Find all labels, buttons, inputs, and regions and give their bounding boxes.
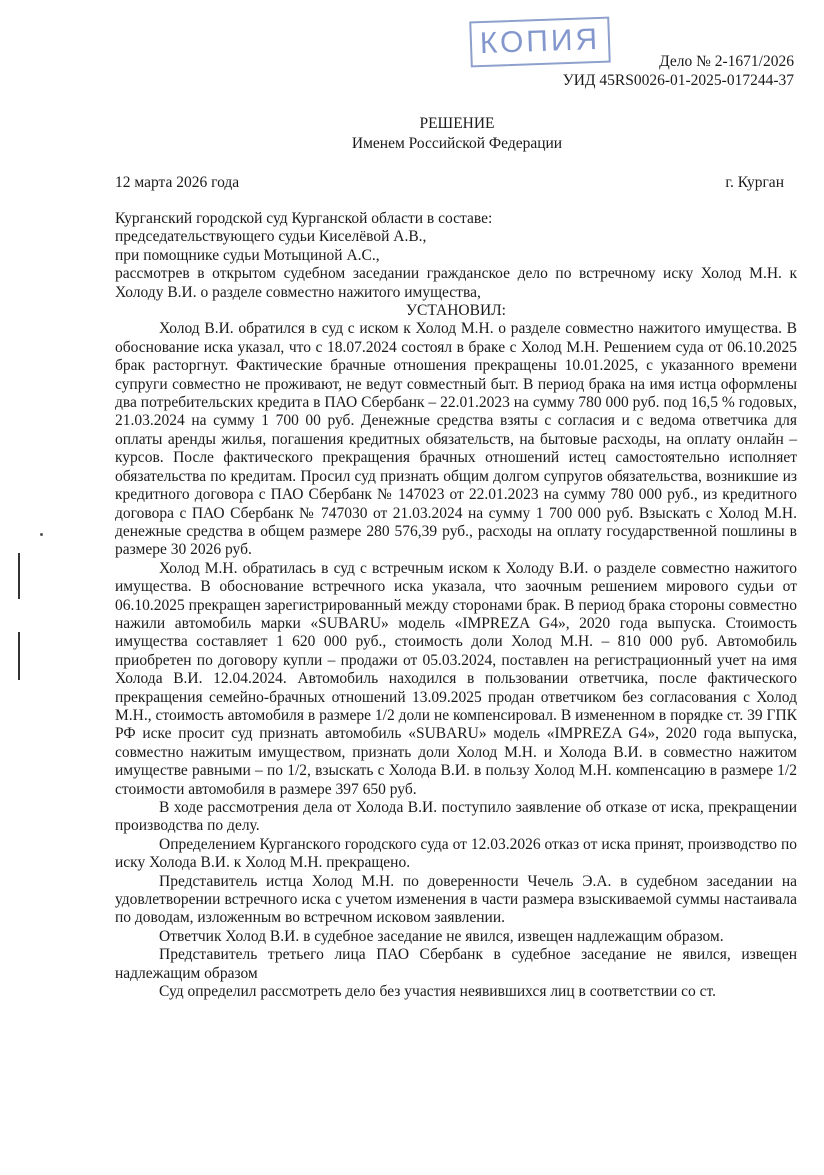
intro-line: рассмотрев в открытом судебном заседании гражданское дело по встречному иску Холод М.Н. к Холоду В.И. о разделе совместно нажитого имущества, (115, 265, 797, 301)
case-info (563, 52, 794, 90)
document-heading (0, 114, 824, 154)
scan-mark (18, 632, 20, 680)
paragraph: Холод М.Н. обратилась в суд с встречным иском к Холоду В.И. о разделе совместно нажитого имущества. В обоснование встречного иска указала, что заочным решением мирового судьи от 06.10.2025 прекращен зарегистрированный между сторонами брак. В период брака стороны совместно нажили автомобиль марки «SUBARU» модель «IMPREZA G4», 2020 года выпуска. Стоимость имущества составляет 1 620 000 руб., стоимость доли Холод М.Н. – 810 000 руб. Автомобиль приобретен по договору купли – продажи от 05.03.2024, поставлен на регистрационный учет на имя Холода В.И. 12.04.2024. Автомобиль находился в пользовании ответчика, после фактического прекращения семейно-брачных отношений 13.09.2025 продан ответчиком без согласования с Холод М.Н., стоимость автомобиля в размере 1/2 доли не компенсировал. В измененном в порядке ст. 39 ГПК РФ иске просит суд признать автомобиль «SUBARU» модель «IMPREZA G4», 2020 года выпуска, совместно нажитым имуществом, признать доли Холод М.Н. и Холода В.И. в совместно нажитом имуществе равными – по 1/2, взыскать с Холода В.И. в пользу Холод М.Н. компенсацию в размере 1/2 стоимости автомобиля в размере 397 650 руб. (115, 559, 797, 798)
scan-speck (40, 533, 43, 536)
scan-mark (18, 553, 20, 599)
document-body (115, 210, 797, 1001)
paragraph: Определением Курганского городского суда от 12.03.2026 отказ от иска принят, производство по иску Холода В.И. к Холод М.Н. прекращено. (115, 835, 797, 872)
intro-block (115, 210, 797, 302)
paragraph: Суд определил рассмотреть дело без участия неявившихся лиц в соответствии со ст. (159, 983, 717, 1001)
decision-city: г. Курган (725, 174, 784, 191)
case-number: Дело № 2-1671/2026 (659, 53, 794, 70)
paragraph: Ответчик Холод В.И. в судебное заседание не явился, извещен надлежащим образом. (159, 927, 724, 945)
paragraph: Холод В.И. обратился в суд с иском к Холод М.Н. о разделе совместно нажитого имущества. В обоснование иска указал, что с 18.07.2024 состоял в браке с Холод М.Н. Решением суда от 06.10.2025 брак расторгнут. Фактические брачные отношения прекращены 10.01.2025, с указанного времени супруги совместно не проживают, не ведут совместный быт. В период брака на имя истца оформлены два потребительских кредита в ПАО Сбербанк – 22.01.2023 на сумму 780 000 руб. под 16,5 % годовых, 21.03.2024 на сумму 1 700 00 руб. Денежные средства взяты с согласия и с ведома ответчика для оплаты аренды жилья, погашения кредитных обязательств, на бытовые расходы, на оплату онлайн – курсов. После фактического прекращения брачных отношений истец самостоятельно исполняет обязательства по кредитам. Просил суд признать общим долгом супругов обязательства, возникшие из кредитного договора с ПАО Сбербанк № 147023 от 22.01.2023 на сумму 780 000 руб., из кредитного договора с ПАО Сбербанк № 747030 от 21.03.2024 на сумму 1 700 000 руб. Взыскать с Холод М.Н. денежные средства в общем размере 280 576,39 руб., расходы на оплату государственной пошлины в размере 30 2026 руб. (115, 320, 797, 559)
established-heading: УСТАНОВИЛ: (406, 302, 506, 320)
decision-date: 12 марта 2026 года (115, 174, 240, 191)
date-line (115, 174, 784, 192)
document-subtitle: Именем Российской Федерации (351, 135, 563, 152)
paragraph: Представитель третьего лица ПАО Сбербанк в судебное заседание не явился, извещен надлежащим образом (115, 946, 797, 982)
document-title: РЕШЕНИЕ (419, 115, 495, 132)
case-uid: УИД 45RS0026-01-2025-017244-37 (562, 72, 794, 89)
intro-line: председательствующего судьи Киселёвой А.В., (115, 228, 427, 246)
copy-stamp-text: КОПИЯ (479, 22, 601, 61)
intro-line: при помощнике судьи Мотыциной А.С., (115, 246, 380, 264)
intro-line: Курганский городской суд Курганской области в составе: (115, 210, 493, 227)
paragraph: Представитель истца Холод М.Н. по доверенности Чечель Э.А. в судебном заседании на удовлетворении встречного иска с учетом изменения в части размера взыскиваемой суммы настаивала по доводам, изложенным во встречном исковом заявлении. (115, 872, 797, 927)
paragraph: В ходе рассмотрения дела от Холода В.И. поступило заявление об отказе от иска, прекращении производства по делу. (115, 799, 797, 835)
